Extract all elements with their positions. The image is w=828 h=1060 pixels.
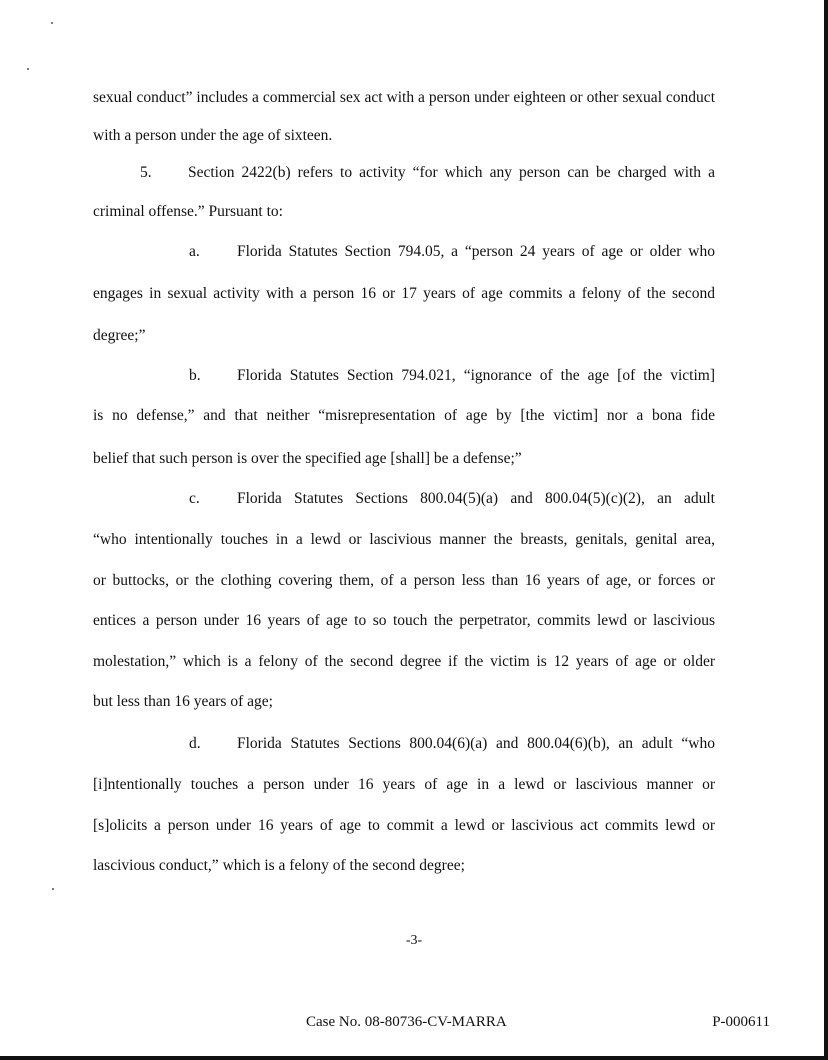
text-line: but less than 16 years of age; [93, 693, 273, 710]
list-marker: b. [189, 367, 201, 384]
list-marker: d. [189, 735, 201, 752]
scan-speck [52, 888, 54, 890]
scan-edge-bottom [0, 1056, 828, 1060]
text-line: “who intentionally touches in a lewd or lascivious manner the breasts, genitals, genital area, [93, 531, 715, 548]
scan-speck [27, 68, 29, 70]
text-line: Section 2422(b) refers to activity “for which any person can be charged with a [188, 164, 715, 181]
paragraph-number: 5. [140, 164, 152, 181]
page-number: -3- [405, 933, 423, 948]
text-line: with a person under the age of sixteen. [93, 127, 333, 144]
text-line: engages in sexual activity with a person 16 or 17 years of age commits a felony of the second [93, 285, 715, 302]
text-line: entices a person under 16 years of age to so touch the perpetrator, commits lewd or lascivious [93, 612, 715, 629]
text-line: lascivious conduct,” which is a felony of the second degree; [93, 857, 465, 874]
text-line: Florida Statutes Section 794.021, “ignorance of the age [of the victim] [237, 367, 715, 384]
text-line: Florida Statutes Sections 800.04(5)(a) and 800.04(5)(c)(2), an adult [237, 490, 715, 507]
text-line: belief that such person is over the specified age [shall] be a defense;” [93, 450, 522, 467]
text-line: or buttocks, or the clothing covering them, of a person less than 16 years of age, or forces or [93, 572, 715, 589]
scan-speck [51, 22, 53, 24]
text-line: [i]ntentionally touches a person under 16 years of age in a lewd or lascivious manner or [93, 776, 715, 793]
text-line: Florida Statutes Section 794.05, a “person 24 years of age or older who [237, 243, 715, 260]
text-line: sexual conduct” includes a commercial sex act with a person under eighteen or other sexual conduct [93, 89, 715, 106]
case-number: Case No. 08-80736-CV-MARRA [306, 1014, 507, 1030]
text-line: degree;” [93, 327, 146, 344]
list-marker: c. [189, 490, 200, 507]
text-line: Florida Statutes Sections 800.04(6)(a) and 800.04(6)(b), an adult “who [237, 735, 715, 752]
bates-number: P-000611 [712, 1014, 770, 1030]
text-line: criminal offense.” Pursuant to: [93, 203, 283, 220]
scan-edge-right [824, 0, 828, 1060]
text-line: is no defense,” and that neither “misrepresentation of age by [the victim] nor a bona fide [93, 407, 715, 424]
list-marker: a. [189, 243, 200, 260]
text-line: molestation,” which is a felony of the second degree if the victim is 12 years of age or older [93, 653, 715, 670]
text-line: [s]olicits a person under 16 years of age to commit a lewd or lascivious act commits lewd or [93, 817, 715, 834]
